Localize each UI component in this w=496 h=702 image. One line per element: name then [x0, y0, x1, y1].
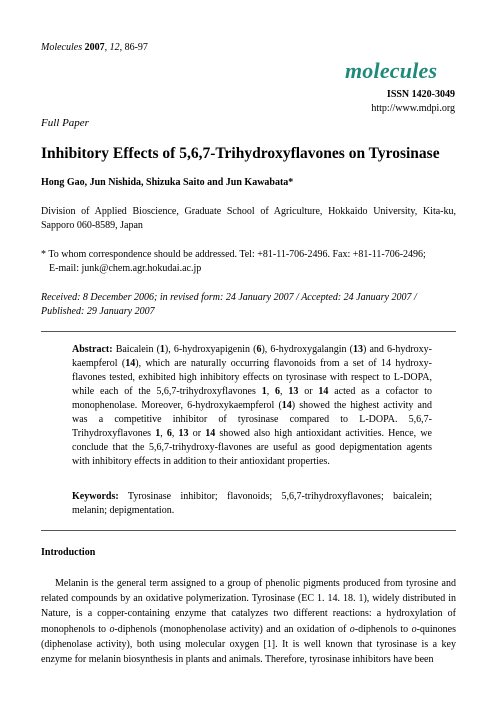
introduction-paragraph	[41, 576, 456, 667]
compound-ref: 14	[318, 386, 329, 397]
compound-ref: 14	[125, 358, 136, 369]
journal-pages: 86-97	[124, 42, 148, 53]
abstract-text: ) and 6-hydroxy-kaempferol (	[72, 344, 433, 369]
abstract-label: Abstract:	[72, 344, 113, 355]
abstract-text: -DOPA, while each of the 5,6,7-trihydroxyflavones	[72, 372, 432, 397]
body-text: Melanin is the general term assigned to a group of phenolic pigments produced from tyrosine and related compounds by an oxidative polymerization. Tyrosinase (EC 1. 14. 18. 1), widely distributed in Nature, is a copper-containing enzyme that catalyzes two different reactions: a hydroxylation of monophenols to	[41, 578, 456, 635]
correspondence	[41, 248, 461, 276]
divider	[41, 530, 456, 531]
italic-prefix: o	[349, 623, 355, 635]
abstract-text: -DOPA. 5,6,7-Trihydroxyflavones	[72, 414, 432, 439]
journal-url[interactable]: http://www.mdpi.org	[371, 103, 455, 114]
abstract-text: ), which are naturally occurring flavonoids from a set of 14 hydroxy-flavones tested, exhibited high inhibitory effects on tyrosinase with respect to	[72, 358, 432, 383]
abstract-text: ) showed the highest activity and was a competitive inhibitor of tyrosinase compared to	[72, 400, 432, 425]
compound-ref: 14	[281, 400, 292, 411]
abstract-text: ), 6-hydroxyapigenin (	[164, 344, 257, 355]
abstract-text: ,	[280, 386, 289, 397]
compound-ref: 6	[166, 428, 172, 439]
compound-ref: 6	[256, 344, 262, 355]
journal-year: 2007	[84, 42, 105, 53]
italic-prefix: o	[411, 623, 417, 635]
compound-ref: 1	[155, 428, 161, 439]
compound-ref: 6	[275, 386, 281, 397]
abstract-text: ,	[266, 386, 276, 397]
paper-type: Full Paper	[41, 117, 89, 129]
body-text: -diphenols (monophenolase activity) and an oxidation of	[114, 623, 350, 635]
abstract-text: showed also high antioxidant activities. Hence, we conclude that the 5,6,7-trihydroxy-flavones are useful as good depigmentation agents with inhibitory effects in addition to their antioxidant properties.	[72, 428, 432, 467]
keywords-label: Keywords:	[72, 491, 119, 502]
section-heading: Introduction	[41, 547, 96, 558]
authors: Hong Gao, Jun Nishida, Shizuka Saito and Jun Kawabata*	[41, 177, 294, 188]
abstract-text: ,	[160, 428, 167, 439]
abstract	[72, 343, 432, 469]
small-caps-prefix: L	[359, 414, 366, 425]
journal-logo: molecules	[345, 58, 438, 83]
italic-prefix: o	[109, 623, 115, 635]
paper-title: Inhibitory Effects of 5,6,7-Trihydroxyflavones on Tyrosinase	[41, 145, 440, 162]
keywords-text: Tyrosinase inhibitor; flavonoids; 5,6,7-trihydroxyflavones; baicalein; melanin; depigmentation.	[72, 491, 432, 516]
issn: ISSN 1420-3049	[386, 89, 455, 100]
journal-volume: 12	[109, 42, 120, 53]
compound-ref: 1	[261, 386, 267, 397]
abstract-text: or	[298, 386, 319, 397]
compound-ref: 13	[178, 428, 189, 439]
compound-ref: 1	[159, 344, 165, 355]
abstract-text: or	[188, 428, 206, 439]
divider	[41, 331, 456, 332]
compound-ref: 14	[205, 428, 216, 439]
keywords	[72, 490, 432, 518]
body-text: -diphenols to	[354, 623, 412, 635]
abstract-text: ), 6-hydroxygalangin (	[261, 344, 353, 355]
abstract-text: Baicalein (	[115, 344, 160, 355]
publication-dates: Received: 8 December 2006; in revised form: 24 January 2007 / Accepted: 24 January 2007 / Published: 29 January 2007	[41, 292, 417, 317]
journal-name: Molecules	[41, 42, 83, 53]
abstract-text: ,	[171, 428, 179, 439]
correspondence-line: * To whom correspondence should be addressed. Tel: +81-11-706-2496. Fax: +81-11-706-2496;	[41, 249, 426, 260]
affiliation: Division of Applied Bioscience, Graduate School of Agriculture, Hokkaido University, Kita-ku, Sapporo 060-8589, Japan	[41, 206, 456, 231]
abstract-text: acted as a cofactor to monophenolase. Moreover, 6-hydroxykaempferol (	[72, 386, 432, 411]
journal-citation: Molecules 2007, 12, 86-97	[41, 42, 148, 53]
small-caps-prefix: L	[393, 372, 400, 383]
correspondence-email[interactable]: E-mail: junk@chem.agr.hokudai.ac.jp	[49, 263, 202, 274]
compound-ref: 13	[288, 386, 299, 397]
compound-ref: 13	[352, 344, 363, 355]
body-text: -quinones (diphenolase activity), both using molecular oxygen [1]. It is well known that tyrosinase is a key enzyme for melanin biosynthesis in plants and animals. Therefore, tyrosinase inhibitors have been	[41, 623, 457, 666]
